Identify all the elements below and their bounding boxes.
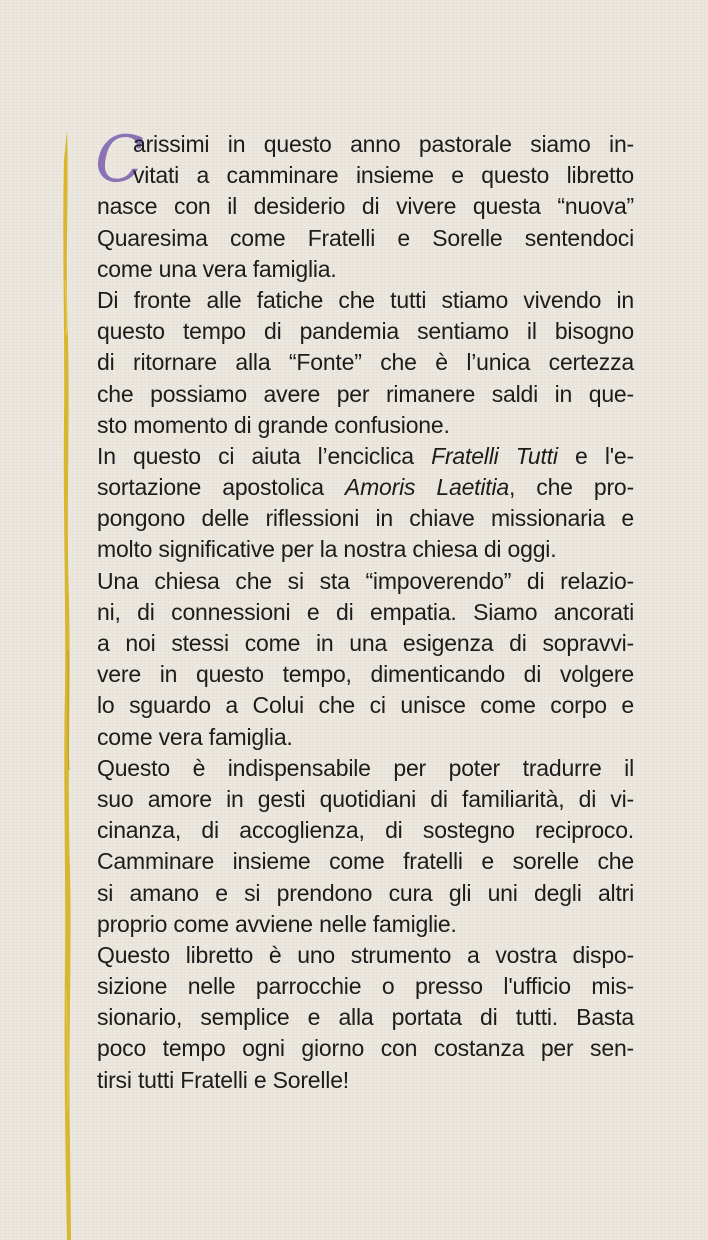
text-line: come una vera famiglia. [97, 255, 337, 282]
text-line: sionario, semplice e alla portata di tutti. Basta [97, 1004, 634, 1031]
intro-paragraph [95, 123, 634, 285]
text-line: lo sguardo a Colui che ci unisce come corpo e [97, 692, 634, 719]
booklet-paragraph [97, 940, 634, 1096]
text-line: sto momento di grande confusione. [97, 411, 450, 438]
text-line: molto significative per la nostra chiesa di oggi. [97, 536, 557, 563]
yellow-brush-stroke [62, 130, 76, 1240]
exhortation-title: Amoris Laetitia [344, 474, 509, 501]
letter-body [95, 123, 634, 1096]
text-segment: , che pro- [508, 474, 634, 501]
text-line: di ritornare alla “Fonte” che è l’unica certezza [97, 349, 634, 376]
text-line: proprio come avviene nelle famiglie. [97, 910, 457, 937]
text-line: Di fronte alle fatiche che tutti stiamo vivendo in [97, 286, 634, 313]
text-segment: In questo ci aiuta l’enciclica [97, 442, 432, 469]
encyclical-paragraph [97, 441, 634, 566]
text-line: suo amore in gesti quotidiani di familiarità, di vi- [97, 785, 634, 812]
text-line: arissimi in questo anno pastorale siamo in- [133, 131, 634, 157]
text-segment: e l'e- [557, 442, 634, 469]
text-line: Questo è indispensabile per poter tradurre il [97, 754, 634, 781]
love-paragraph [97, 753, 634, 940]
text-line [97, 441, 634, 472]
text-segment: sortazione apostolica [97, 474, 345, 501]
text-line: questo tempo di pandemia sentiamo il bisogno [97, 318, 634, 345]
text-line: poco tempo ogni giorno con costanza per sen- [97, 1035, 634, 1062]
text-line: Camminare insieme come fratelli e sorelle che [97, 848, 634, 875]
text-line: tirsi tutti Fratelli e Sorelle! [97, 1066, 349, 1093]
pandemic-paragraph [97, 285, 634, 441]
text-line: che possiamo avere per rimanere saldi in que- [97, 380, 634, 407]
text-line: nasce con il desiderio di vivere questa “nuova” [97, 193, 634, 220]
church-paragraph [97, 566, 634, 753]
text-line: come vera famiglia. [97, 723, 293, 750]
text-line: vere in questo tempo, dimenticando di volgere [97, 661, 634, 688]
text-line: vitati a camminare insieme e questo libretto [133, 162, 634, 189]
text-line: sizione nelle parrocchie o presso l'ufficio mis- [97, 973, 634, 1000]
text-line: Una chiesa che si sta “impoverendo” di relazio- [97, 567, 634, 594]
encyclical-title: Fratelli Tutti [431, 442, 558, 469]
text-line: cinanza, di accoglienza, di sostegno reciproco. [97, 817, 634, 844]
text-line: si amano e si prendono cura gli uni degli altri [97, 879, 634, 906]
text-line [97, 472, 634, 503]
text-line: pongono delle riflessioni in chiave missionaria e [97, 505, 634, 532]
text-line: ni, di connessioni e di empatia. Siamo ancorati [97, 598, 634, 625]
drop-cap-letter: C [95, 123, 144, 197]
text-line: a noi stessi come in una esigenza di sopravvi- [97, 630, 634, 656]
text-line: Quaresima come Fratelli e Sorelle sentendoci [97, 224, 634, 251]
text-line: Questo libretto è uno strumento a vostra dispo- [97, 941, 634, 968]
